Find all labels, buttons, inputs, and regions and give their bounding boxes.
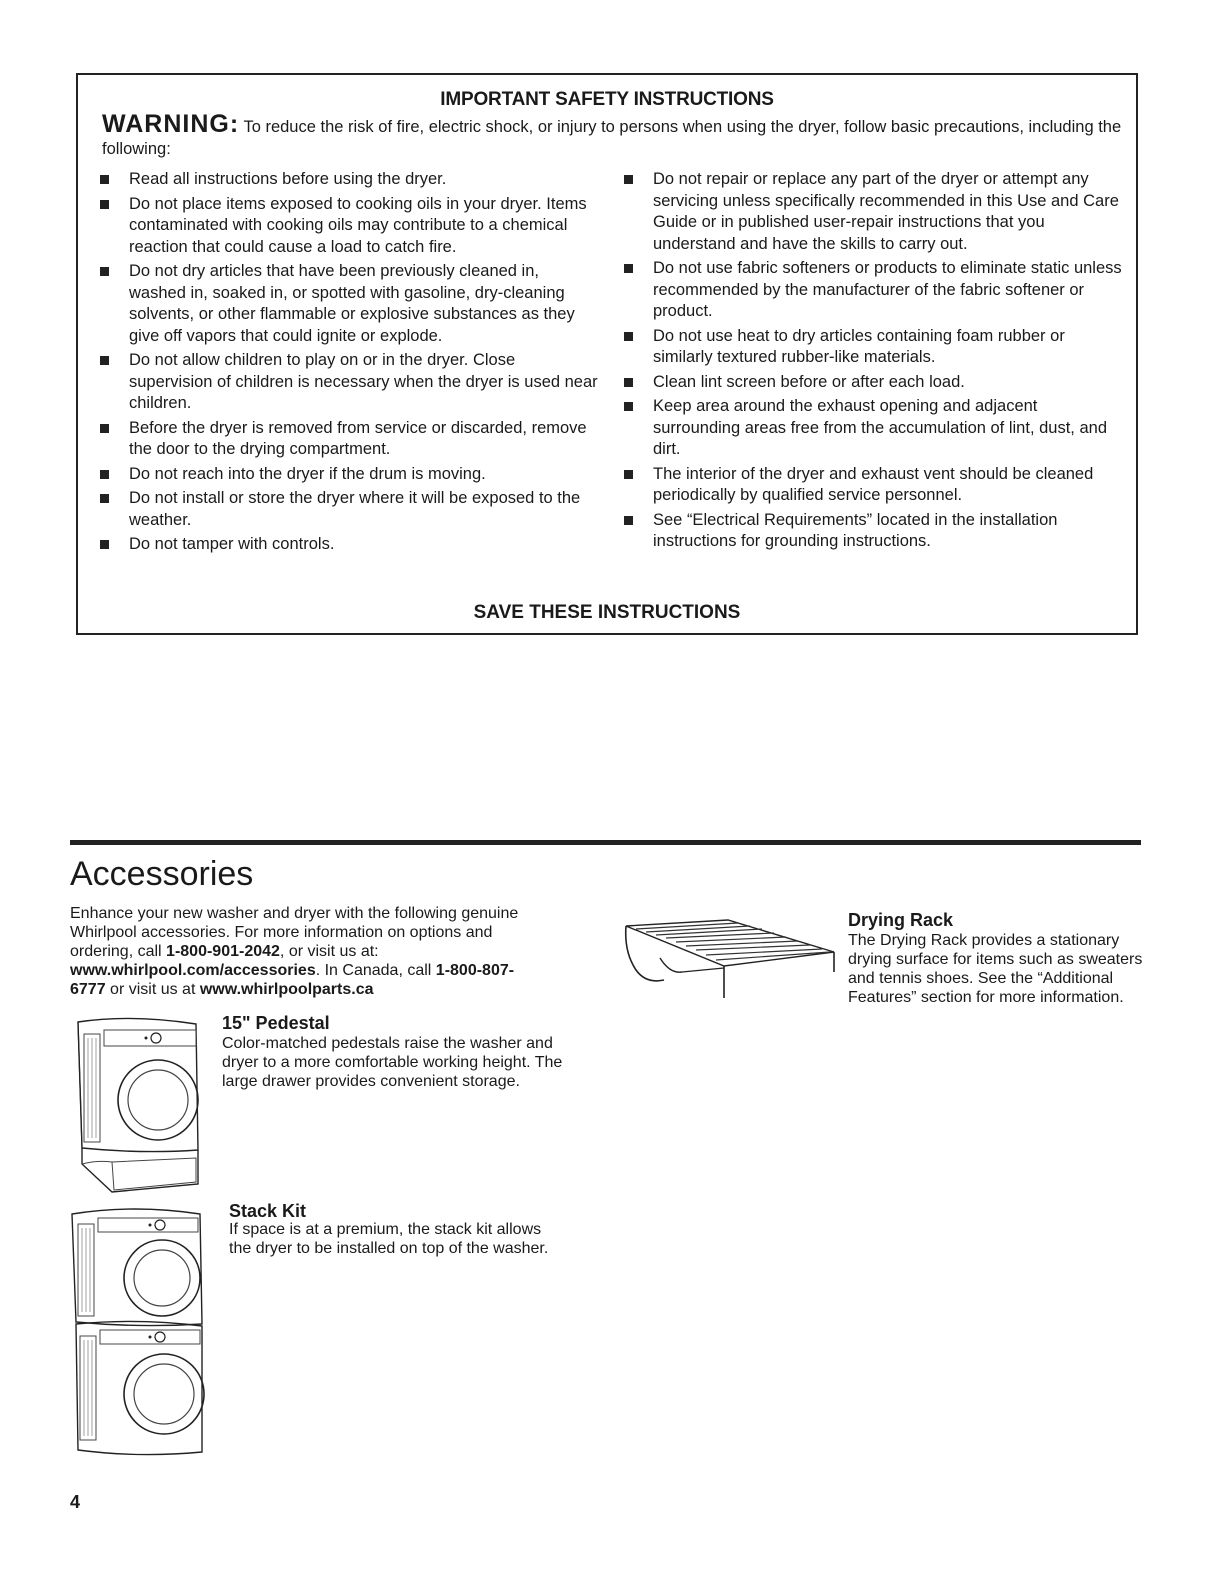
square-bullet-icon [100,424,109,433]
square-bullet-icon [624,332,633,341]
stack-kit-description: If space is at a premium, the stack kit allows the dryer to be installed on top of the washer. [229,1221,549,1257]
canada-phone-number: 1-800-807-6777 [70,962,515,998]
warning-statement [102,110,1124,160]
pedestal-description: Color-matched pedestals raise the washer and dryer to a more comfortable working height. The large drawer provides convenient storage. [222,1035,563,1090]
safety-item: Do not install or store the dryer where it will be exposed to the weather. [88,488,598,531]
warning-label: WARNING: [102,110,240,138]
safety-instructions-box [76,73,1138,635]
safety-item: Do not allow children to play on or in the dryer. Close supervision of children is necessary when the dryer is used near children. [88,350,598,415]
safety-right-column [612,169,1127,556]
square-bullet-icon [100,356,109,365]
warning-text: To reduce the risk of fire, electric shock, or injury to persons when using the dryer, follow basic precautions, including the following: [102,118,1122,158]
safety-item: Do not use heat to dry articles containing foam rubber or similarly textured rubber-like materials. [612,326,1127,369]
square-bullet-icon [100,494,109,503]
square-bullet-icon [100,540,109,549]
safety-item: See “Electrical Requirements” located in the installation instructions for grounding instructions. [612,510,1127,553]
square-bullet-icon [100,267,109,276]
us-phone-number: 1-800-901-2042 [166,943,280,960]
accessories-intro: Enhance your new washer and dryer with the following genuine Whirlpool accessories. For more information on options and ordering, call 1-800-901-2042, or visit us at: www.whirlpool.com/accessories. In Canada, call 1-800-807-6777 or visit us at www.whirlpoolparts.ca [70,905,519,998]
safety-item: Keep area around the exhaust opening and adjacent surrounding areas free from the accumulation of lint, dust, and dirt. [612,396,1127,461]
pedestal-title: 15" Pedestal [222,1013,330,1033]
square-bullet-icon [100,175,109,184]
drying-rack-illustration [620,912,842,1004]
safety-item: Do not use fabric softeners or products to eliminate static unless recommended by the manufacturer of the fabric softener or product. [612,258,1127,323]
safety-item: Clean lint screen before or after each load. [612,372,1127,394]
safety-item: Do not place items exposed to cooking oils in your dryer. Items contaminated with cooking oils may contribute to a chemical reaction that could cause a load to catch fire. [88,194,598,259]
safety-item: Do not tamper with controls. [88,534,598,556]
stack-kit-title: Stack Kit [229,1201,307,1221]
safety-item: Read all instructions before using the dryer. [88,169,598,191]
safety-item: Before the dryer is removed from service or discarded, remove the door to the drying compartment. [88,418,598,461]
square-bullet-icon [624,470,633,479]
pedestal-illustration [72,1012,207,1198]
stack-kit-illustration [64,1200,214,1472]
square-bullet-icon [624,175,633,184]
square-bullet-icon [100,200,109,209]
save-instructions-title: SAVE THESE INSTRUCTIONS [473,602,741,623]
safety-item: Do not dry articles that have been previously cleaned in, washed in, soaked in, or spotted with gasoline, dry-cleaning solvents, or other flammable or explosive substances as they give off vapors that could ignite or explode. [88,261,598,347]
safety-item: Do not reach into the dryer if the drum is moving. [88,464,598,486]
drying-rack-description: The Drying Rack provides a stationary drying surface for items such as sweaters and tennis shoes. See the “Additional Features” section for more information. [848,932,1143,1006]
square-bullet-icon [624,264,633,273]
safety-item: Do not repair or replace any part of the dryer or attempt any servicing unless specifically recommended in this Use and Care Guide or in published user-repair instructions that you understand and have the skills to carry out. [612,169,1127,255]
accessories-heading: Accessories [70,855,254,893]
square-bullet-icon [624,378,633,387]
square-bullet-icon [624,516,633,525]
safety-item: The interior of the dryer and exhaust vent should be cleaned periodically by qualified service personnel. [612,464,1127,507]
safety-title: IMPORTANT SAFETY INSTRUCTIONS [440,89,774,110]
section-divider [70,840,1141,845]
square-bullet-icon [624,402,633,411]
page-number: 4 [70,1492,81,1512]
drying-rack-title: Drying Rack [848,910,954,930]
safety-left-column [88,169,598,559]
square-bullet-icon [100,470,109,479]
us-accessories-link[interactable]: www.whirlpool.com/accessories [70,962,316,979]
canada-parts-link[interactable]: www.whirlpoolparts.ca [199,981,374,998]
